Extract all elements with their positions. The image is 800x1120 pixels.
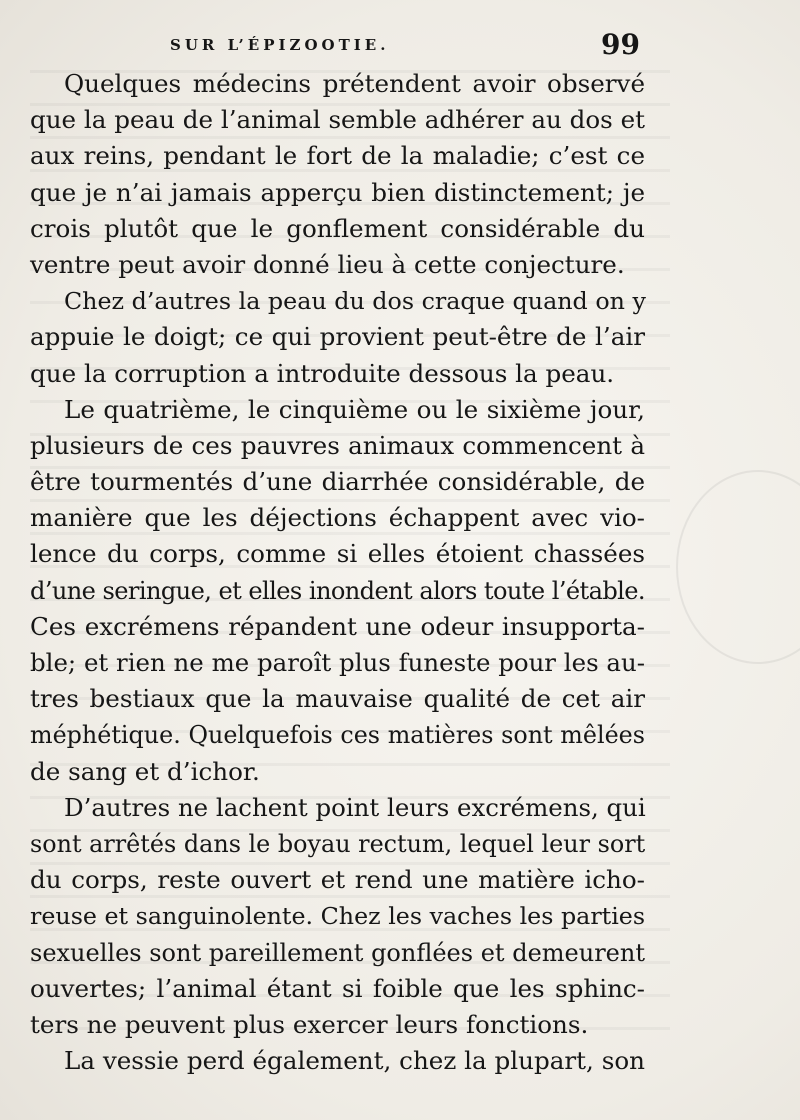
text-line: reuse et sanguinolente. Chez les vaches les parties — [30, 902, 646, 931]
text-line: Ces excrémens répandent une odeur insupporta- — [30, 611, 645, 641]
text-line: que la corruption a introduite dessous la peau. — [30, 358, 615, 388]
paragraph — [30, 392, 645, 790]
text-line: ventre peut avoir donné lieu à cette conjecture. — [30, 249, 625, 279]
page-number: 99 — [601, 28, 640, 61]
text-line: lence du corps, comme si elles étoient chassées — [30, 539, 645, 569]
text-line: être tourmentés d’une diarrhée considérable, de — [30, 467, 645, 497]
text-line: méphétique. Quelquefois ces matières sont mêlées — [30, 721, 645, 750]
text-line: Le quatrième, le cinquième ou le sixième jour, — [64, 394, 645, 424]
library-stamp — [676, 470, 800, 664]
text-line: tres bestiaux que la mauvaise qualité de cet air — [30, 684, 645, 714]
paragraph — [30, 1043, 645, 1079]
text-line: ouvertes; l’animal étant si foible que les sphinc- — [30, 973, 645, 1003]
paragraph — [30, 283, 645, 392]
running-title: SUR L’ÉPIZOOTIE. — [170, 36, 390, 54]
text-line: aux reins, pendant le fort de la maladie; c’est ce — [30, 141, 645, 171]
page-header — [30, 30, 640, 64]
body-text — [30, 66, 645, 1079]
text-line: ters ne peuvent plus exercer leurs fonctions. — [30, 1009, 589, 1039]
text-line: que la peau de l’animal semble adhérer au dos et — [30, 105, 645, 135]
text-line: du corps, reste ouvert et rend une matière icho- — [30, 865, 645, 895]
paragraph — [30, 790, 645, 1043]
text-line: ble; et rien ne me paroît plus funeste pour les au- — [30, 648, 645, 677]
text-line: crois plutôt que le gonflement considérable du — [30, 213, 645, 243]
text-line: d’une seringue, et elles inondent alors toute l’étable. — [30, 576, 645, 605]
text-line: que je n’ai jamais apperçu bien distinctement; je — [30, 177, 645, 207]
text-line: appuie le doigt; ce qui provient peut-être de l’air — [30, 322, 645, 352]
text-line: La vessie perd également, chez la plupart, son — [64, 1046, 645, 1076]
paragraph — [30, 66, 645, 283]
text-line: sexuelles sont pareillement gonflées et demeurent — [30, 938, 645, 967]
text-line: Chez d’autres la peau du dos craque quand on y — [64, 287, 646, 316]
text-line: sont arrêtés dans le boyau rectum, lequel leur sort — [30, 829, 646, 858]
text-line: D’autres ne lachent point leurs excrémens, qui — [64, 792, 646, 822]
text-line: plusieurs de ces pauvres animaux commencent à — [30, 430, 645, 460]
text-line: Quelques médecins prétendent avoir observé — [64, 69, 645, 98]
text-line: de sang et d’ichor. — [30, 756, 260, 786]
text-line: manière que les déjections échappent avec vio- — [30, 503, 645, 533]
